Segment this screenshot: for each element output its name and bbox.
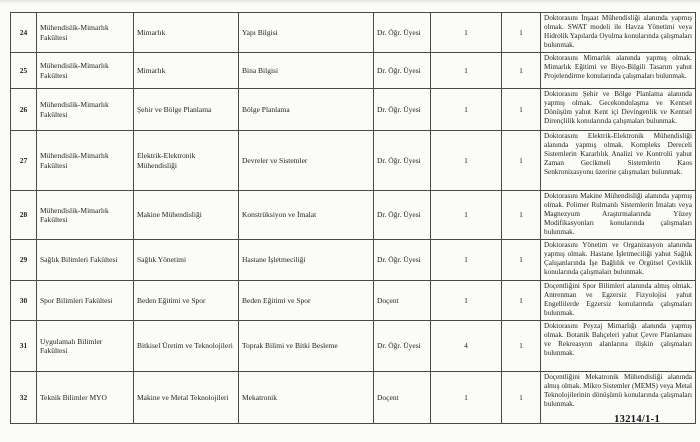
field-cell: Beden Eğitimi ve Spor — [239, 281, 374, 321]
requirement-description-cell: Doçentliğini Mekatronik Mühendisliği alanında almış olmak. Mikro Sistemler (MEMS) veya Metal Teknolojilerinin dönüşümü konularında çalışmaları bulunmak. — [541, 372, 696, 424]
degree-cell: 1 — [502, 281, 541, 321]
academic-title-cell: Dr. Öğr. Üyesi — [374, 13, 431, 53]
row-number-cell: 31 — [11, 321, 37, 372]
table-row — [11, 89, 696, 131]
table-body — [11, 13, 696, 424]
department-cell: Mimarlık — [134, 53, 239, 89]
position-count-cell: 1 — [431, 53, 502, 89]
department-cell: Şehir ve Bölge Planlama — [134, 89, 239, 131]
table-row — [11, 321, 696, 372]
requirement-description-cell: Doktorasını Elektrik-Elektronik Mühendisliği alanında yapmış olmak. Kompleks Dereceli Sistemlerin Kararlılık Analizi ve Kontrolü yahut Zaman Gecikmeli Sistemlerin Kaos Senkronizasyonu üzerine çalışmaları bulunmak. — [541, 131, 696, 191]
requirement-description-cell: Doçentliğini Spor Bilimleri alanında almış olmak. Antrenman ve Egzersiz Fizyolojisi yahut Engellilerde Egzersiz konularında çalışmaları bulunmak. — [541, 281, 696, 321]
document-number: 13214/1-1 — [614, 414, 660, 425]
field-cell: Mekatronik — [239, 372, 374, 424]
faculty-cell: Mühendislik-Mimarlık Fakültesi — [37, 191, 134, 240]
academic-title-cell: Dr. Öğr. Üyesi — [374, 191, 431, 240]
degree-cell: 1 — [502, 53, 541, 89]
degree-cell: 1 — [502, 89, 541, 131]
academic-title-cell: Dr. Öğr. Üyesi — [374, 131, 431, 191]
faculty-cell: Teknik Bilimler MYO — [37, 372, 134, 424]
field-cell: Bölge Planlama — [239, 89, 374, 131]
requirement-description-cell: Doktorasını Yönetim ve Organizasyon alanında yapmış olmak. Hastane İşletmeciliği yahut Sağlık Çalışanlarında İşe Bağlılık ve Örgütsel Çeviklik konularında çalışmaları bulunmak. — [541, 240, 696, 281]
table-row — [11, 53, 696, 89]
field-cell: Bina Bilgisi — [239, 53, 374, 89]
department-cell: Mimarlık — [134, 13, 239, 53]
academic-positions-table — [10, 12, 696, 424]
degree-cell: 1 — [502, 13, 541, 53]
academic-title-cell: Dr. Öğr. Üyesi — [374, 240, 431, 281]
degree-cell: 1 — [502, 191, 541, 240]
table-row — [11, 372, 696, 424]
row-number-cell: 26 — [11, 89, 37, 131]
requirement-description-cell: Doktorasını İnşaat Mühendisliği alanında yapmış olmak. SWAT modeli ile Havza Yönetimi veya Hidrolik Yapılarda Oyulma konularında çalışmaları bulunmak. — [541, 13, 696, 53]
table-row — [11, 131, 696, 191]
faculty-cell: Mühendislik-Mimarlık Fakültesi — [37, 131, 134, 191]
academic-title-cell: Doçent — [374, 281, 431, 321]
faculty-cell: Mühendislik-Mimarlık Fakültesi — [37, 13, 134, 53]
table-row — [11, 13, 696, 53]
department-cell: Bitkisel Üretim ve Teknolojileri — [134, 321, 239, 372]
field-cell: Yapı Bilgisi — [239, 13, 374, 53]
faculty-cell: Spor Bilimleri Fakültesi — [37, 281, 134, 321]
faculty-cell: Uygulamalı Bilimler Fakültesi — [37, 321, 134, 372]
row-number-cell: 25 — [11, 53, 37, 89]
degree-cell: 1 — [502, 372, 541, 424]
department-cell: Makine ve Metal Teknolojileri — [134, 372, 239, 424]
degree-cell: 1 — [502, 321, 541, 372]
faculty-cell: Mühendislik-Mimarlık Fakültesi — [37, 89, 134, 131]
field-cell: Konstrüksiyon ve İmalat — [239, 191, 374, 240]
row-number-cell: 27 — [11, 131, 37, 191]
department-cell: Sağlık Yönetimi — [134, 240, 239, 281]
position-count-cell: 1 — [431, 89, 502, 131]
position-count-cell: 1 — [431, 281, 502, 321]
position-count-cell: 1 — [431, 191, 502, 240]
position-count-cell: 1 — [431, 13, 502, 53]
academic-title-cell: Doçent — [374, 372, 431, 424]
academic-title-cell: Dr. Öğr. Üyesi — [374, 53, 431, 89]
department-cell: Elektrik-Elektronik Mühendisliği — [134, 131, 239, 191]
table-row — [11, 191, 696, 240]
degree-cell: 1 — [502, 240, 541, 281]
requirement-description-cell: Doktorasını Peyzaj Mimarlığı alanında yapmış olmak. Botanik Bahçeleri yahut Çevre Planlaması ve Rekreasyon alanlarına ilişkin çalışmaları bulunmak. — [541, 321, 696, 372]
position-count-cell: 1 — [431, 131, 502, 191]
field-cell: Devreler ve Sistemler — [239, 131, 374, 191]
table-row — [11, 281, 696, 321]
row-number-cell: 29 — [11, 240, 37, 281]
faculty-cell: Sağlık Bilimleri Fakültesi — [37, 240, 134, 281]
position-count-cell: 4 — [431, 321, 502, 372]
row-number-cell: 24 — [11, 13, 37, 53]
field-cell: Toprak Bilimi ve Bitki Besleme — [239, 321, 374, 372]
row-number-cell: 30 — [11, 281, 37, 321]
academic-title-cell: Dr. Öğr. Üyesi — [374, 321, 431, 372]
table-row — [11, 240, 696, 281]
position-count-cell: 1 — [431, 240, 502, 281]
scan-artifact — [0, 0, 700, 4]
faculty-cell: Mühendislik-Mimarlık Fakültesi — [37, 53, 134, 89]
field-cell: Hastane İşletmeciliği — [239, 240, 374, 281]
requirement-description-cell: Doktorasını Mimarlık alanında yapmış olmak. Mimarlık Eğitimi ve Biyo-Bilgili Tasarım yahut Projelendirme konularında çalışmaları bulunmak. — [541, 53, 696, 89]
row-number-cell: 28 — [11, 191, 37, 240]
row-number-cell: 32 — [11, 372, 37, 424]
department-cell: Makine Mühendisliği — [134, 191, 239, 240]
academic-title-cell: Dr. Öğr. Üyesi — [374, 89, 431, 131]
degree-cell: 1 — [502, 131, 541, 191]
department-cell: Beden Eğitimi ve Spor — [134, 281, 239, 321]
requirement-description-cell: Doktorasını Şehir ve Bölge Planlama alanında yapmış olmak. Gecekondulaşma ve Kentsel Dönüşüm yahut Kent içi Devingenlik ve Kentsel Dirençlilik konularında çalışmaları bulunmak. — [541, 89, 696, 131]
requirement-description-cell: Doktorasını Makine Mühendisliği alanında yapmış olmak. Polimer Rulmanlı Sistemlerin İmalatı veya Magnezyum Araştırmalarında Yüzey Modifikasyonları konularında çalışmaları bulunmak. — [541, 191, 696, 240]
position-count-cell: 1 — [431, 372, 502, 424]
